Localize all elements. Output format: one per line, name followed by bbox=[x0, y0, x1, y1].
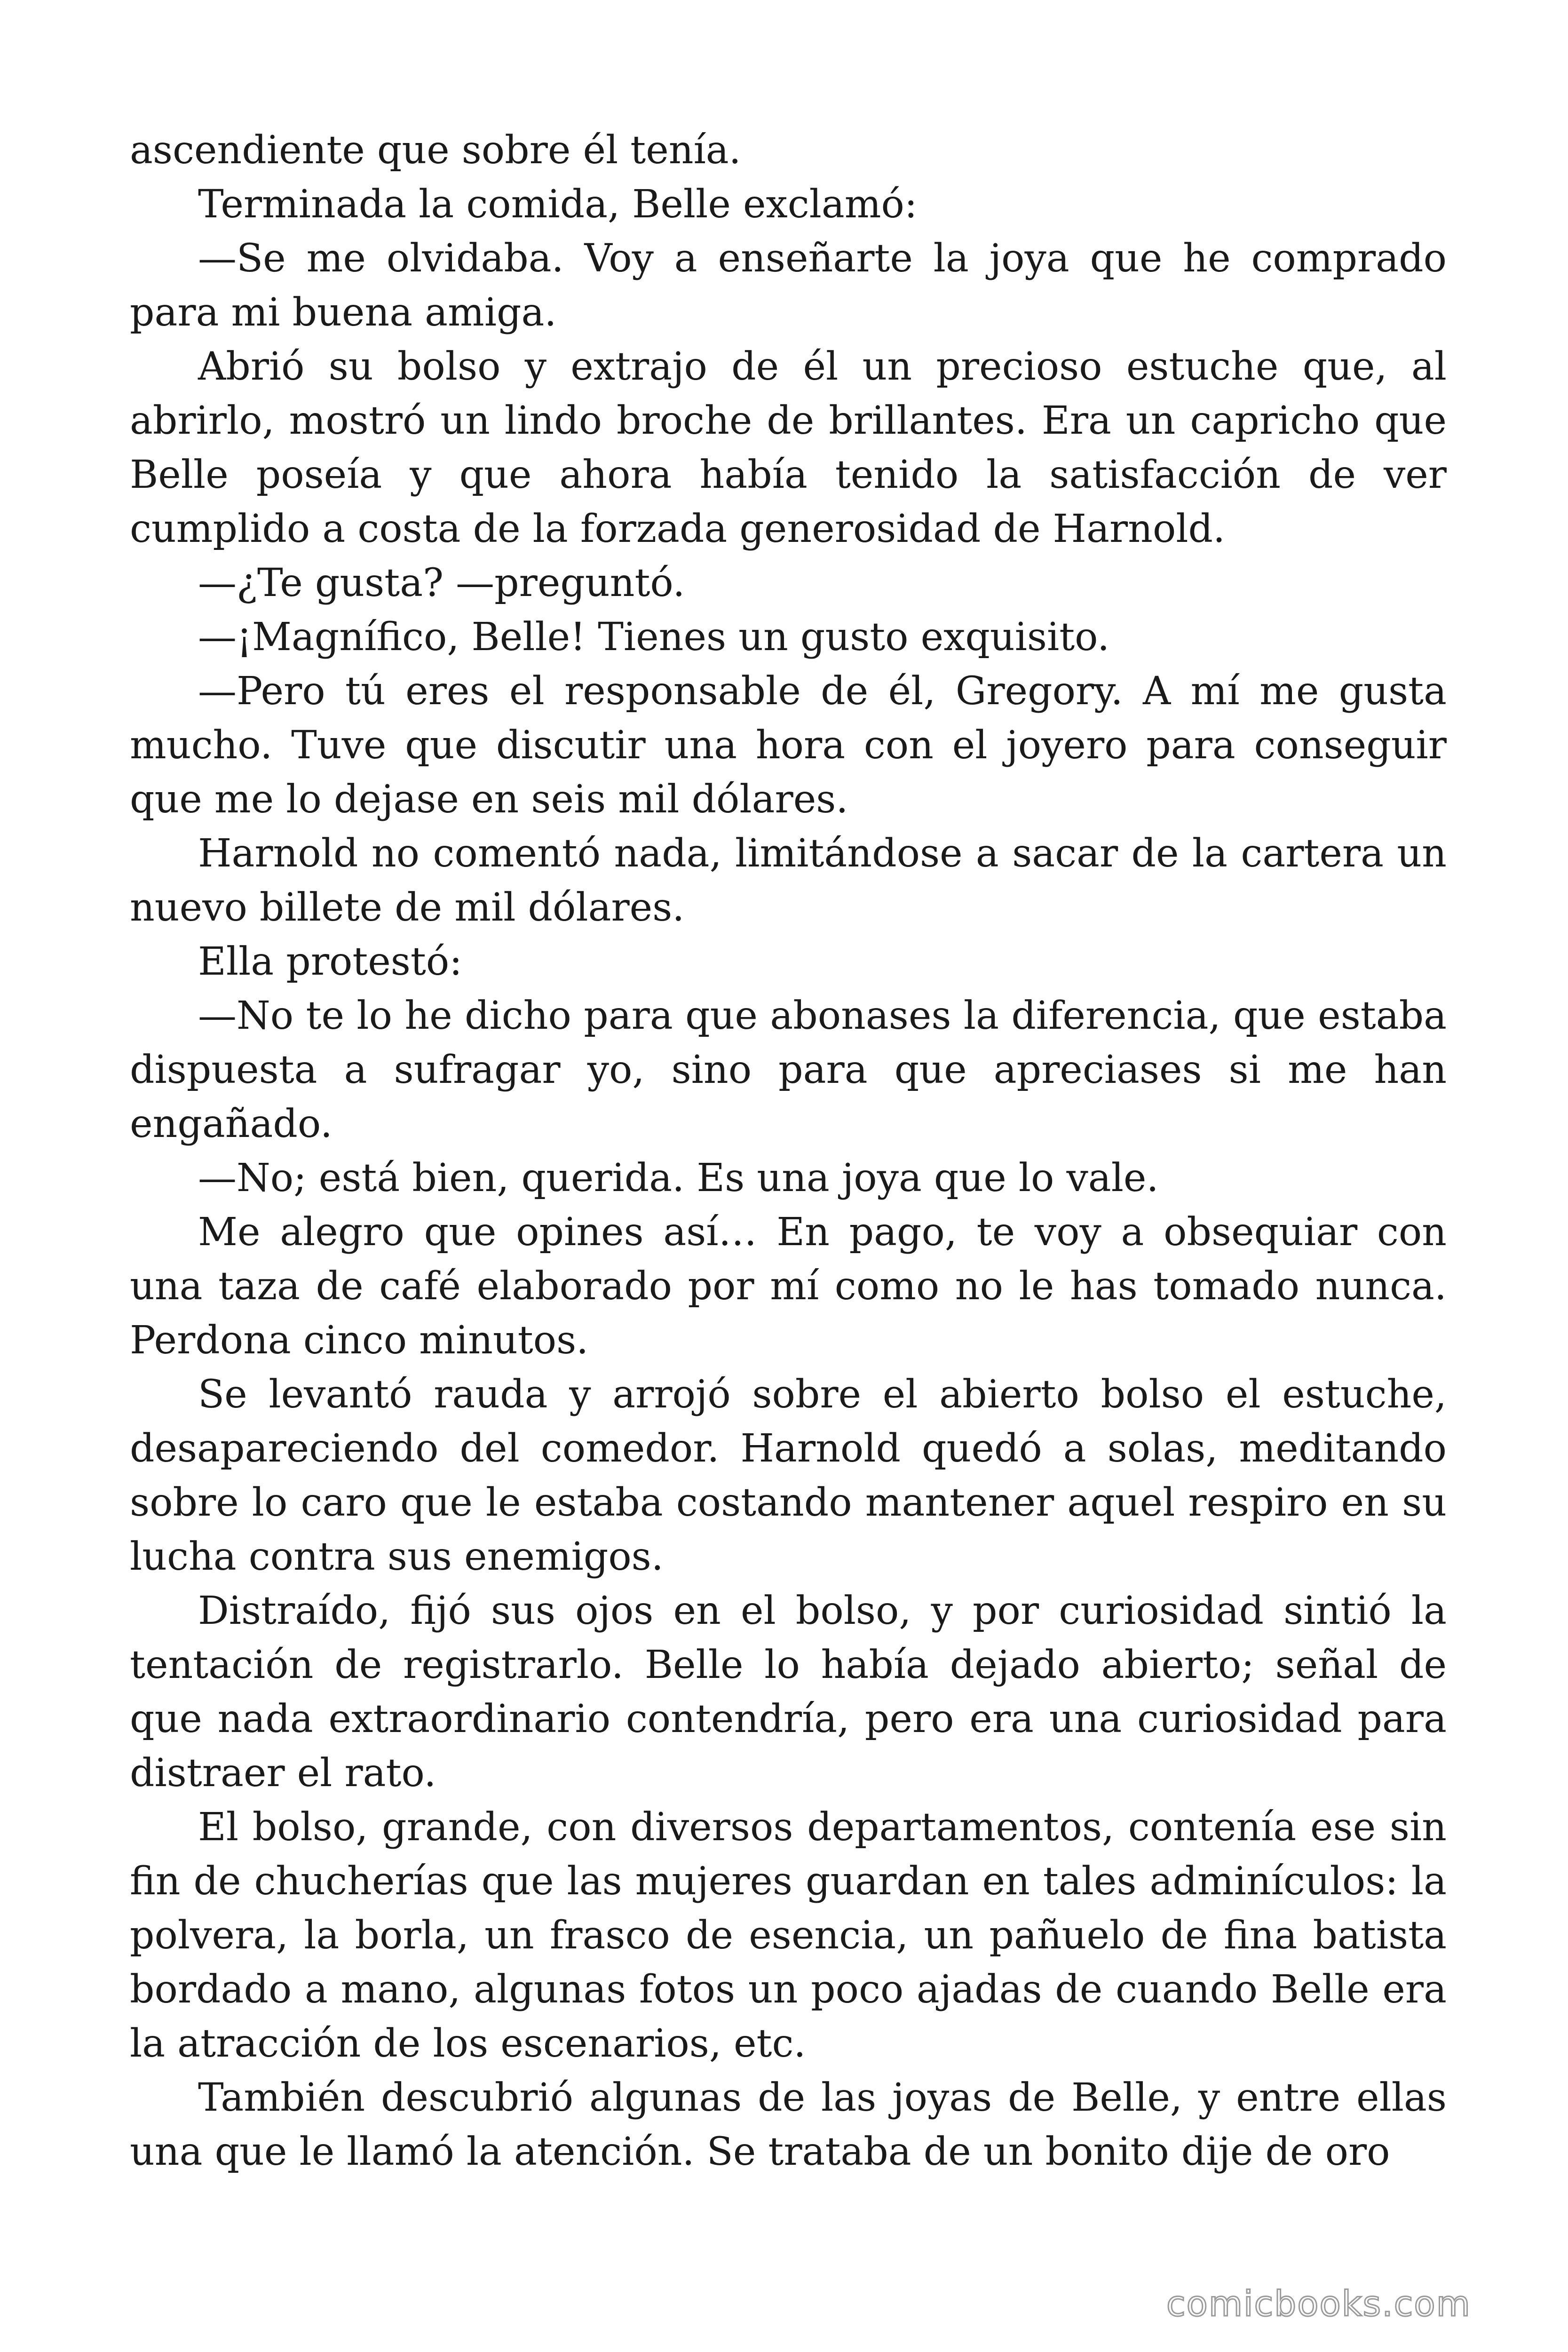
paragraph-1: ascendiente que sobre él tenía. bbox=[130, 128, 741, 173]
paragraph-8: Harnold no comentó nada, limitándose a sacar de la cartera un nuevo billete de mil dólares. bbox=[130, 831, 1447, 930]
paragraph-16: También descubrió algunas de las joyas de Belle, y entre ellas una que le llamó la atención. Se trataba de un bonito dije de oro bbox=[130, 2075, 1447, 2174]
paragraph-5: —¿Te gusta? —preguntó. bbox=[198, 561, 685, 605]
paragraph-6: —¡Magnífico, Belle! Tienes un gusto exquisito. bbox=[198, 615, 1110, 660]
paragraph-13: Se levantó rauda y arrojó sobre el abierto bolso el estuche, desapareciendo del comedor. Harnold quedó a solas, meditando sobre lo caro que le estaba costando mantener aquel respiro en su lucha contra sus enemigos. bbox=[130, 1372, 1447, 1579]
watermark: comicbooks.com bbox=[1166, 2284, 1471, 2324]
paragraph-2: Terminada la comida, Belle exclamó: bbox=[198, 182, 918, 227]
paragraph-14: Distraído, fijó sus ojos en el bolso, y por curiosidad sintió la tentación de registrarlo. Belle lo había dejado abierto; señal de que nada extraordinario contendría, pero era una curiosidad para distraer el rato. bbox=[130, 1589, 1447, 1796]
paragraph-12: Me alegro que opines así… En pago, te voy a obsequiar con una taza de café elaborado por mí como no le has tomado nunca. Perdona cinco minutos. bbox=[130, 1210, 1447, 1363]
paragraph-10: —No te lo he dicho para que abonases la diferencia, que estaba dispuesta a sufragar yo, sino para que apreciases si me han engañado. bbox=[130, 993, 1447, 1146]
paragraph-9: Ella protestó: bbox=[198, 939, 462, 984]
book-page bbox=[130, 123, 1447, 2179]
paragraph-11: —No; está bien, querida. Es una joya que lo vale. bbox=[198, 1156, 1159, 1200]
paragraph-15: El bolso, grande, con diversos departamentos, contenía ese sin fin de chucherías que las mujeres guardan en tales adminículos: la polvera, la borla, un frasco de esencia, un pañuelo de fina batista bordado a mano, algunas fotos un poco ajadas de cuando Belle era la atracción de los escenarios, etc. bbox=[130, 1805, 1447, 2066]
paragraph-4: Abrió su bolso y extrajo de él un precioso estuche que, al abrirlo, mostró un lindo broche de brillantes. Era un capricho que Belle poseía y que ahora había tenido la satisfacción de ver cumplido a costa de la forzada generosidad de Harnold. bbox=[130, 344, 1447, 551]
paragraph-3: —Se me olvidaba. Voy a enseñarte la joya que he comprado para mi buena amiga. bbox=[130, 236, 1447, 335]
paragraph-7: —Pero tú eres el responsable de él, Gregory. A mí me gusta mucho. Tuve que discutir una hora con el joyero para conseguir que me lo dejase en seis mil dólares. bbox=[130, 669, 1447, 822]
